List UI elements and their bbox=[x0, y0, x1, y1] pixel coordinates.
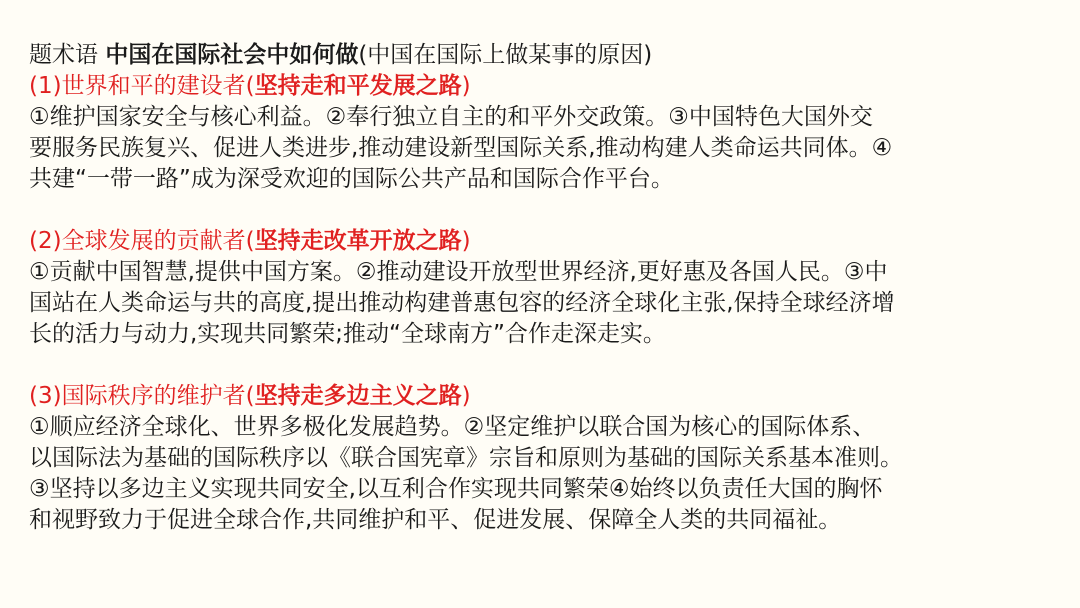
body-line: 以国际法为基础的国际秩序以《联合国宪章》宗旨和原则为基础的国际关系基本准则。 bbox=[29, 445, 903, 471]
heading-plain: (1)世界和平的建设者( bbox=[29, 73, 255, 99]
section-2 bbox=[29, 226, 1050, 350]
heading-plain: (3)国际秩序的维护者( bbox=[29, 383, 255, 409]
section-3 bbox=[29, 381, 1050, 536]
heading-bold: 坚持走多边主义之路 bbox=[254, 383, 462, 409]
section-body bbox=[29, 412, 1050, 536]
page-title bbox=[29, 40, 1050, 71]
title-prefix: 题术语 bbox=[29, 42, 106, 68]
section-body bbox=[29, 257, 1050, 350]
body-line: 国站在人类命运与共的高度,提出推动构建普惠包容的经济全球化主张,保持全球经济增 bbox=[29, 290, 895, 316]
body-line: ③坚持以多边主义实现共同安全,以互利合作实现共同繁荣④始终以负责任大国的胸怀 bbox=[29, 476, 883, 502]
heading-plain: (2)全球发展的贡献者( bbox=[29, 228, 255, 254]
body-line: ①维护国家安全与核心利益。②奉行独立自主的和平外交政策。③中国特色大国外交 bbox=[29, 104, 873, 130]
section-body bbox=[29, 102, 1050, 195]
section-heading bbox=[29, 226, 1050, 257]
section-1 bbox=[29, 71, 1050, 195]
heading-end: ) bbox=[461, 73, 471, 99]
body-line: 共建“一带一路”成为深受欢迎的国际公共产品和国际合作平台。 bbox=[29, 166, 674, 192]
section-heading bbox=[29, 71, 1050, 102]
body-line: ①贡献中国智慧,提供中国方案。②推动建设开放型世界经济,更好惠及各国人民。③中 bbox=[29, 259, 888, 285]
body-line: ①顺应经济全球化、世界多极化发展趋势。②坚定维护以联合国为核心的国际体系、 bbox=[29, 414, 876, 440]
heading-bold: 坚持走和平发展之路 bbox=[254, 73, 462, 99]
body-line: 和视野致力于促进全球合作,共同维护和平、促进发展、保障全人类的共同福祉。 bbox=[29, 507, 842, 533]
heading-bold: 坚持走改革开放之路 bbox=[254, 228, 462, 254]
body-line: 要服务民族复兴、促进人类进步,推动建设新型国际关系,推动构建人类命运共同体。④ bbox=[29, 135, 893, 161]
body-line: 长的活力与动力,实现共同繁荣;推动“全球南方”合作走深走实。 bbox=[29, 321, 666, 347]
section-heading bbox=[29, 381, 1050, 412]
heading-end: ) bbox=[461, 228, 471, 254]
title-suffix: (中国在国际上做某事的原因) bbox=[358, 42, 653, 68]
title-bold: 中国在国际社会中如何做 bbox=[105, 42, 359, 68]
heading-end: ) bbox=[461, 383, 471, 409]
